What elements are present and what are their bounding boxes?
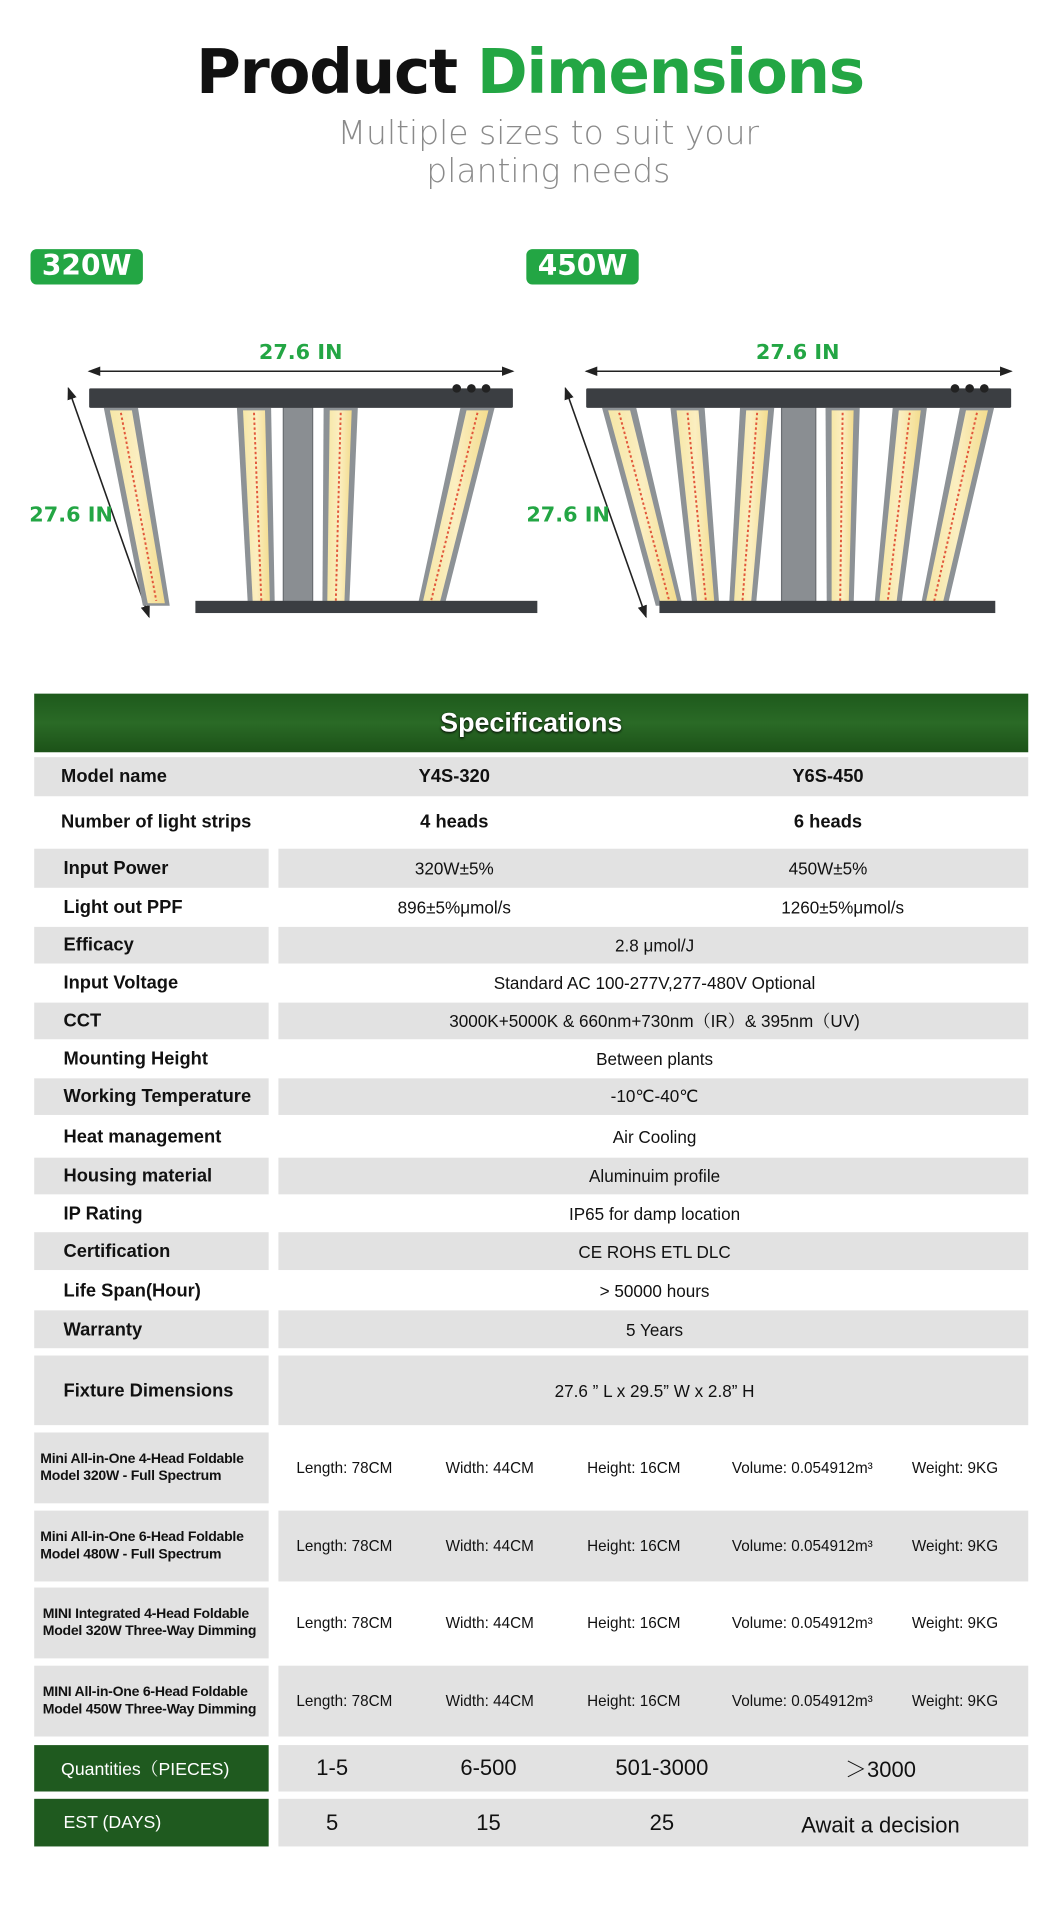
package-model-line: Model 320W Three-Way Dimming <box>42 1624 257 1639</box>
package-dimension: Weight: 9KG <box>911 1614 999 1632</box>
package-dimension: Width: 44CM <box>445 1459 534 1477</box>
package-dimension: Length: 78CM <box>296 1537 393 1555</box>
package-dimension: Weight: 9KG <box>911 1692 999 1710</box>
fixture-illustrations <box>0 0 1060 684</box>
lead-time-value: 5 <box>326 1809 339 1835</box>
spec-label: Fixture Dimensions <box>63 1379 234 1401</box>
bottom-bar <box>195 601 537 613</box>
dimmer-knob-icon <box>951 384 960 393</box>
bottom-bar <box>659 601 995 613</box>
spec-value-450w: 6 heads <box>793 810 863 832</box>
dimmer-knob-icon <box>482 384 491 393</box>
package-dimension: Volume: 0.054912m³ <box>731 1537 873 1555</box>
spec-value: IP65 for damp location <box>569 1203 741 1224</box>
dimmer-knob-icon <box>467 384 476 393</box>
package-model-line: Model 450W Three-Way Dimming <box>42 1702 257 1718</box>
package-dimension: Width: 44CM <box>445 1614 534 1632</box>
badge-320w: 320W <box>31 249 143 284</box>
lead-time-value: 501-3000 <box>615 1755 709 1780</box>
package-model-line: Model 480W - Full Spectrum <box>40 1547 222 1562</box>
top-bar <box>586 388 1011 408</box>
package-model-label <box>43 1606 256 1640</box>
spec-label: IP Rating <box>63 1202 143 1224</box>
width-label-320w: 27.6 IN <box>258 340 343 366</box>
spec-label: Life Span(Hour) <box>63 1279 201 1301</box>
lead-time-label: EST (DAYS) <box>63 1812 162 1833</box>
package-dimension: Weight: 9KG <box>911 1537 999 1555</box>
lead-time-value: 6-500 <box>460 1755 517 1780</box>
spec-value: 27.6 ” L x 29.5” W x 2.8” H <box>554 1380 755 1401</box>
spec-value-450w: 450W±5% <box>788 858 868 879</box>
spec-label: Model name <box>61 766 167 788</box>
package-dimension: Height: 16CM <box>587 1459 681 1477</box>
package-model-line: MINI All-in-One 6-Head Foldable <box>42 1685 248 1700</box>
lead-time-value: Await a decision <box>801 1812 960 1837</box>
dimmer-knob-icon <box>980 384 989 393</box>
spec-value-320w: 896±5%μmol/s <box>397 896 511 917</box>
package-dimension: Weight: 9KG <box>911 1459 999 1477</box>
spec-value-450w: Y6S-450 <box>792 766 864 788</box>
package-model-label <box>40 1451 243 1485</box>
package-model-line: Model 320W - Full Spectrum <box>40 1469 222 1484</box>
spec-label: Heat management <box>63 1125 222 1147</box>
package-dimension: Volume: 0.054912m³ <box>731 1459 873 1477</box>
spec-value: > 50000 hours <box>599 1280 710 1300</box>
spec-label: Housing material <box>63 1165 213 1187</box>
spec-label: Warranty <box>63 1318 143 1340</box>
dimmer-knob-icon <box>965 384 974 393</box>
lead-time-value: 1-5 <box>316 1755 349 1780</box>
package-dimension: Width: 44CM <box>445 1537 534 1555</box>
spec-value: 5 Years <box>626 1319 684 1340</box>
depth-label-450w: 27.6 IN <box>526 503 610 528</box>
spec-row-bg <box>34 757 1028 796</box>
package-dimension: Volume: 0.054912m³ <box>731 1692 873 1710</box>
spec-value-320w: 320W±5% <box>414 858 494 879</box>
spec-value-320w: Y4S-320 <box>418 766 490 788</box>
lead-time-value: 15 <box>476 1809 501 1835</box>
specifications-header: Specifications <box>34 694 1028 753</box>
spec-label: Number of light strips <box>61 810 252 832</box>
spec-value-450w: 1260±5%μmol/s <box>781 896 905 917</box>
spec-label: Mounting Height <box>63 1047 208 1069</box>
center-spine <box>283 403 312 608</box>
spec-value: Standard AC 100-277V,277-480V Optional <box>493 973 816 993</box>
package-dimension: Height: 16CM <box>587 1614 681 1632</box>
spec-label: Light out PPF <box>63 896 183 918</box>
center-spine <box>782 403 816 608</box>
package-model-line: Mini All-in-One 6-Head Foldable <box>40 1530 244 1545</box>
subtitle-line2: planting needs <box>426 152 671 191</box>
width-label-450w: 27.6 IN <box>755 340 840 366</box>
package-dimension: Height: 16CM <box>587 1537 681 1555</box>
subtitle-line1: Multiple sizes to suit your <box>337 114 760 153</box>
depth-label-320w: 27.6 IN <box>29 503 113 528</box>
package-dimension: Width: 44CM <box>445 1692 534 1710</box>
package-model-line: MINI Integrated 4-Head Foldable <box>42 1607 249 1622</box>
package-model-label <box>40 1529 243 1563</box>
lead-time-value: 25 <box>649 1809 675 1835</box>
package-dimension: Length: 78CM <box>296 1692 393 1710</box>
title-part1: Product <box>196 36 457 108</box>
lead-time-value: ＞3000 <box>845 1757 916 1782</box>
spec-value: 2.8 μmol/J <box>614 935 695 955</box>
spec-value: CE ROHS ETL DLC <box>578 1241 731 1261</box>
spec-label: Working Temperature <box>63 1086 252 1108</box>
spec-label: Efficacy <box>63 934 134 956</box>
spec-label: Input Power <box>63 857 169 879</box>
spec-value: 3000K+5000K & 660nm+730nm（IR）& 395nm（UV) <box>449 1011 860 1031</box>
spec-value: -10℃-40℃ <box>610 1086 699 1106</box>
spec-value: Aluminuim profile <box>589 1166 721 1186</box>
top-bar <box>89 388 513 408</box>
dimmer-knob-icon <box>452 384 461 393</box>
package-dimension: Volume: 0.054912m³ <box>731 1614 873 1632</box>
spec-value: Air Cooling <box>612 1126 697 1147</box>
badge-450w: 450W <box>526 249 638 284</box>
package-dimension: Length: 78CM <box>296 1614 393 1632</box>
spec-value: Between plants <box>596 1048 714 1068</box>
spec-value-cell <box>278 849 1028 888</box>
title-part2: Dimensions <box>476 36 864 108</box>
package-dimension: Length: 78CM <box>296 1459 393 1477</box>
spec-value-320w: 4 heads <box>420 810 489 832</box>
spec-label: CCT <box>63 1010 102 1032</box>
lead-time-label: Quantities（PIECES) <box>61 1760 230 1780</box>
spec-label: Input Voltage <box>63 972 179 994</box>
package-model-label <box>43 1684 256 1718</box>
package-dimension: Height: 16CM <box>587 1692 681 1710</box>
package-model-line: Mini All-in-One 4-Head Foldable <box>40 1452 244 1467</box>
spec-label: Certification <box>63 1240 171 1262</box>
